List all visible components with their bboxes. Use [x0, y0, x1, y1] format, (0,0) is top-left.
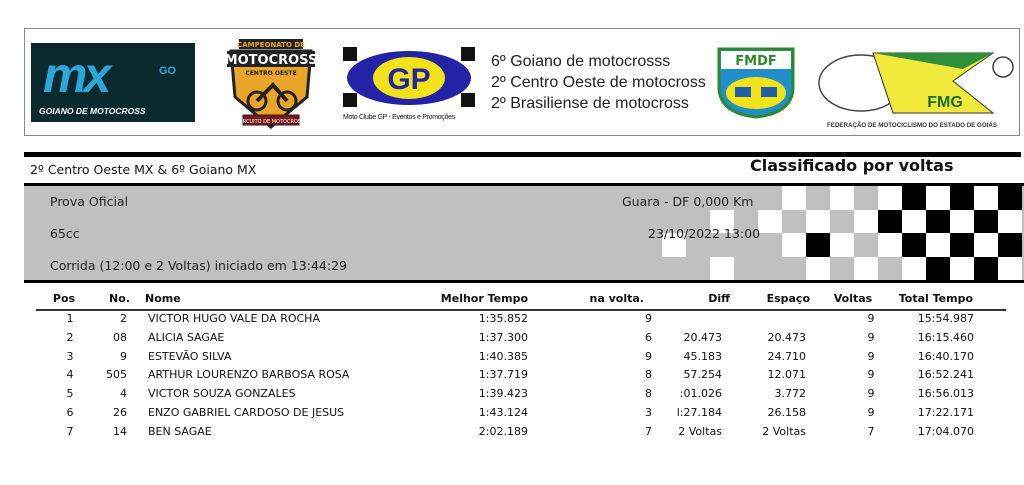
- svg-text:MOTOCROSS: MOTOCROSS: [224, 53, 318, 68]
- table-row: [0, 406, 1024, 424]
- logo-fmg: [803, 43, 1021, 133]
- checker-cell: [902, 233, 926, 257]
- checker-cell: [854, 257, 878, 281]
- race-description: Corrida (12:00 e 2 Voltas) iniciado em 13:44:29: [50, 258, 347, 273]
- table-row: [0, 387, 1024, 405]
- checker-cell: [830, 257, 854, 281]
- cell-best-time: 1:39.423: [478, 387, 528, 401]
- cell-gap: 12.071: [767, 368, 806, 382]
- cell-diff: 45.183: [683, 349, 722, 363]
- svg-text:FEDERAÇÃO DE MOTOCICLISMO DO E: FEDERAÇÃO DE MOTOCICLISMO DO ESTADO DE GOIÁS: [827, 122, 997, 129]
- cell-total-time: 15:54.987: [917, 312, 974, 325]
- cell-rider-name: VICTOR HUGO VALE DA ROCHA: [148, 312, 320, 325]
- title-line: 2º Brasiliense de motocross: [491, 95, 689, 112]
- cell-laps: 9: [867, 406, 875, 419]
- checker-cell: [926, 257, 950, 281]
- session-name: Prova Oficial: [50, 194, 129, 209]
- cell-rider-name: BEN SAGAE: [148, 424, 212, 438]
- cell-gap: 20.473: [767, 330, 806, 344]
- checker-cell: [902, 210, 926, 234]
- checker-cell: [782, 186, 806, 210]
- cell-rider-name: VICTOR SOUZA GONZALES: [148, 387, 296, 401]
- svg-text:GP: GP: [387, 63, 431, 96]
- logo-campeonato-motocross: [217, 37, 325, 129]
- cell-best-time: 1:43.124: [478, 406, 528, 419]
- cell-number: 9: [120, 349, 127, 363]
- cell-rider-name: ALICIA SAGAE: [148, 330, 225, 344]
- checker-cell: [806, 210, 830, 234]
- svg-text:CIRCUITO DE MOTOCROSS: CIRCUITO DE MOTOCROSS: [237, 119, 305, 125]
- checker-cell: [950, 210, 974, 234]
- cell-laps: 9: [867, 312, 875, 325]
- cell-best-lap: 8: [645, 387, 652, 401]
- cell-best-lap: 7: [645, 424, 652, 438]
- col-best-time: Melhor Tempo: [440, 292, 528, 305]
- event-name: 2º Centro Oeste MX & 6º Goiano MX: [30, 162, 257, 177]
- checker-cell: [830, 186, 854, 210]
- cell-total-time: 17:22.171: [917, 406, 974, 419]
- svg-text:FMG: FMG: [927, 94, 963, 111]
- cell-laps: 9: [867, 349, 875, 363]
- checker-cell: [998, 210, 1022, 234]
- checker-cell: [926, 186, 950, 210]
- svg-text:CAMPEONATO DE: CAMPEONATO DE: [237, 41, 305, 49]
- cell-total-time: 17:04.070: [917, 424, 974, 438]
- cell-laps: 7: [867, 424, 875, 438]
- cell-laps: 9: [867, 387, 875, 401]
- location: Guara - DF 0,000 Km: [622, 194, 754, 209]
- cell-number: 08: [113, 330, 127, 344]
- checker-cell: [782, 233, 806, 257]
- cell-best-time: 1:37.300: [478, 330, 528, 344]
- logo-text: mx: [43, 47, 108, 103]
- cell-rider-name: ENZO GABRIEL CARDOSO DE JESUS: [148, 406, 345, 419]
- title-line: 6º Goiano de motocrosss: [491, 53, 671, 70]
- checker-cell: [878, 186, 902, 210]
- checker-cell: [758, 210, 782, 234]
- cell-laps: 9: [867, 330, 875, 344]
- checker-cell: [878, 257, 902, 281]
- svg-text:CENTRO OESTE: CENTRO OESTE: [245, 70, 297, 77]
- table-header-divider: [36, 309, 1006, 311]
- checker-cell: [830, 233, 854, 257]
- cell-best-lap: 9: [645, 312, 652, 325]
- checker-cell: [782, 210, 806, 234]
- logo-sub: GO: [159, 65, 177, 77]
- cell-rider-name: ESTEVÃO SILVA: [148, 349, 232, 363]
- checker-cell: [974, 257, 998, 281]
- cell-best-lap: 6: [645, 330, 652, 344]
- checker-cell: [902, 186, 926, 210]
- checker-cell: [854, 210, 878, 234]
- col-total-time: Total Tempo: [898, 292, 973, 305]
- table-row: [0, 350, 1024, 368]
- logo-fmdf: [717, 47, 795, 119]
- checker-cell: [974, 233, 998, 257]
- title-line: 2º Centro Oeste de motocross: [491, 74, 706, 91]
- cell-diff: l:27.184: [676, 406, 722, 419]
- checker-cell: [758, 186, 782, 210]
- checker-cell: [950, 186, 974, 210]
- championship-titles: [491, 51, 709, 114]
- cell-pos: 2: [66, 330, 74, 344]
- svg-text:FMDF: FMDF: [735, 54, 777, 69]
- checker-cell: [710, 257, 734, 281]
- cell-total-time: 16:52.241: [917, 368, 974, 382]
- checker-cell: [854, 233, 878, 257]
- cell-best-time: 2:02.189: [478, 424, 528, 438]
- cell-diff: 20.473: [683, 330, 722, 344]
- checker-cell: [878, 233, 902, 257]
- cell-gap: 26.158: [767, 406, 806, 419]
- sponsor-banner: [24, 28, 1020, 136]
- logo-gp-caption: Moto Clube GP - Eventos e Promoções: [343, 114, 455, 121]
- cell-pos: 4: [66, 368, 74, 382]
- cell-rider-name: ARTHUR LOURENZO BARBOSA ROSA: [148, 368, 350, 382]
- col-laps: Voltas: [833, 292, 873, 305]
- cell-number: 26: [113, 406, 127, 419]
- col-diff: Diff: [708, 292, 730, 305]
- checker-cell: [806, 186, 830, 210]
- col-on-lap: na volta.: [589, 292, 644, 305]
- cell-gap: 2 Voltas: [762, 424, 806, 438]
- cell-total-time: 16:40.170: [917, 349, 974, 363]
- table-row: [0, 331, 1024, 349]
- col-pos: Pos: [52, 292, 76, 305]
- classification-title: Classificado por voltas: [750, 156, 954, 175]
- cell-pos: 1: [66, 312, 74, 325]
- race-info-band: [24, 183, 1024, 283]
- logo-moto-clube-gp: [343, 47, 475, 109]
- col-name: Nome: [145, 292, 181, 305]
- date-time: 23/10/2022 13:00: [648, 226, 761, 241]
- cell-diff: :01.026: [679, 387, 722, 401]
- cell-gap: 3.772: [774, 387, 806, 401]
- cell-pos: 5: [66, 387, 74, 401]
- cell-diff: 57.254: [683, 368, 722, 382]
- table-header: [0, 292, 1024, 310]
- cell-laps: 9: [867, 368, 875, 382]
- cell-total-time: 16:56.013: [917, 387, 974, 401]
- table-row: [0, 425, 1024, 443]
- cell-pos: 3: [66, 349, 74, 363]
- col-number: No.: [109, 292, 130, 305]
- checker-cell: [998, 257, 1022, 281]
- category: 65cc: [50, 226, 80, 241]
- checker-cell: [806, 233, 830, 257]
- checker-cell: [926, 210, 950, 234]
- table-row: [0, 368, 1024, 386]
- cell-number: 2: [120, 312, 127, 325]
- logo-mx-goiano: [31, 43, 195, 122]
- cell-number: 505: [106, 368, 127, 382]
- cell-gap: 24.710: [767, 349, 806, 363]
- col-gap: Espaço: [766, 292, 810, 305]
- cell-number: 4: [120, 387, 127, 401]
- cell-best-lap: 3: [645, 406, 652, 419]
- checker-cell: [974, 186, 998, 210]
- cell-pos: 7: [66, 424, 74, 438]
- cell-pos: 6: [66, 406, 74, 419]
- checker-cell: [854, 186, 878, 210]
- checker-cell: [830, 210, 854, 234]
- checker-cell: [998, 186, 1022, 210]
- logo-caption: GOIANO DE MOTOCROSS: [39, 106, 146, 116]
- checker-cell: [950, 257, 974, 281]
- cell-best-lap: 8: [645, 368, 652, 382]
- cell-best-time: 1:37.719: [478, 368, 528, 382]
- cell-best-time: 1:40.385: [478, 349, 528, 363]
- checker-cell: [974, 210, 998, 234]
- cell-best-time: 1:35.852: [478, 312, 528, 325]
- checker-cell: [950, 233, 974, 257]
- checker-cell: [902, 257, 926, 281]
- cell-number: 14: [113, 424, 127, 438]
- cell-diff: 2 Voltas: [678, 424, 722, 438]
- cell-best-lap: 9: [645, 349, 652, 363]
- checker-cell: [878, 210, 902, 234]
- cell-total-time: 16:15.460: [917, 330, 974, 344]
- table-row: [0, 312, 1024, 330]
- checker-cell: [998, 233, 1022, 257]
- checker-cell: [926, 233, 950, 257]
- checker-cell: [806, 257, 830, 281]
